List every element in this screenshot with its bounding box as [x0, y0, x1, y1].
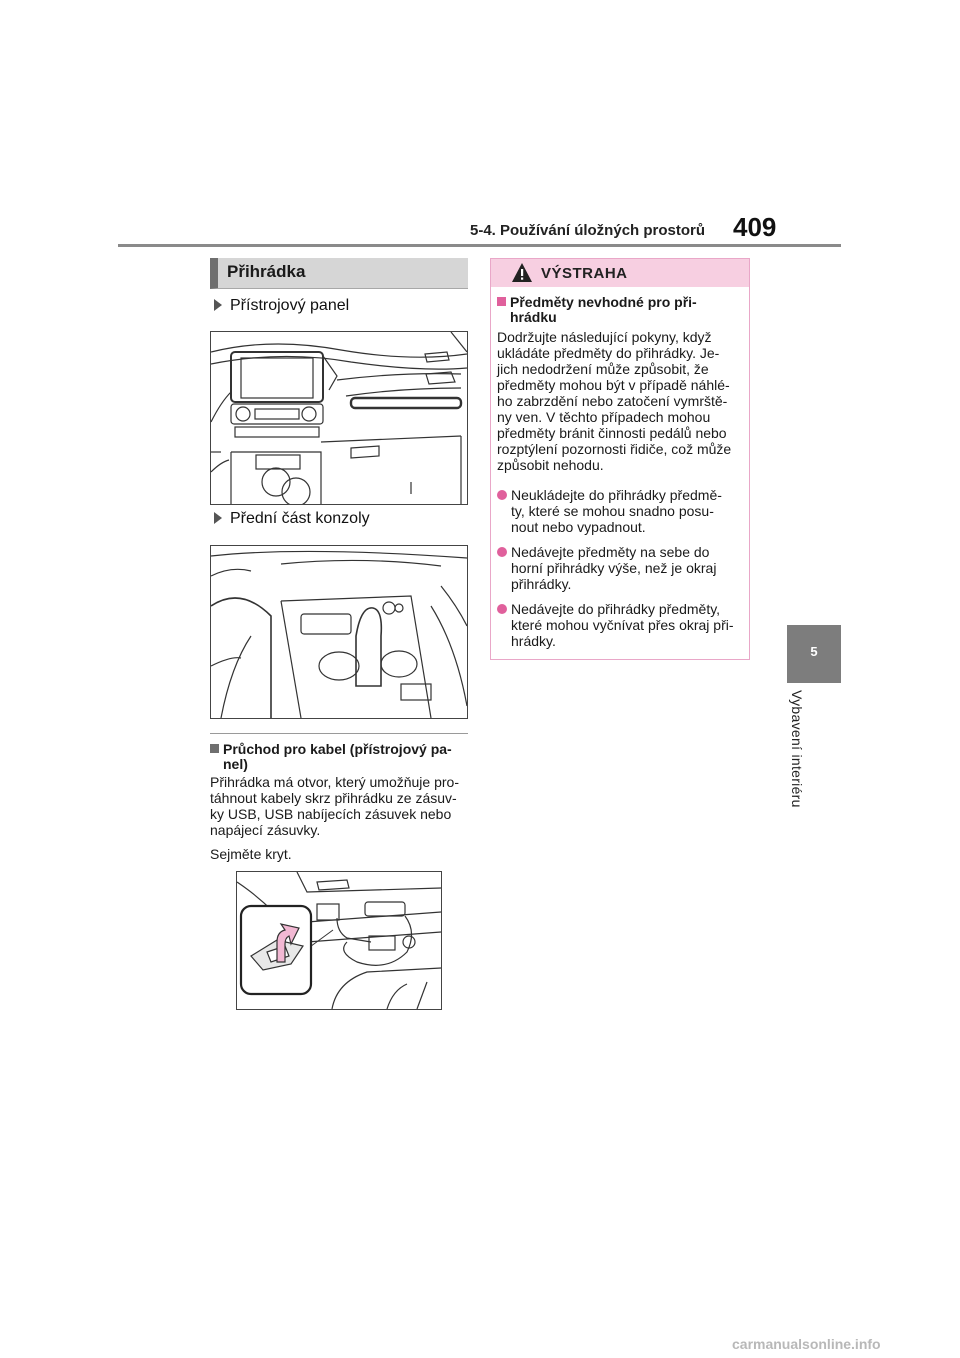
- warning-intro-line: ho zabrzdění nebo zatočení vymrště-: [497, 393, 728, 409]
- warning-subheading-line: hrádku: [510, 309, 557, 325]
- section-title-bar: [210, 258, 468, 289]
- warning-bullet: [497, 544, 747, 592]
- warning-bullet: [497, 487, 747, 535]
- paragraph-line: Přihrádka má otvor, který umožňuje pro-: [210, 774, 459, 790]
- figure-label-text: Přístrojový panel: [230, 297, 350, 314]
- paragraph-line: ky USB, USB nabíjecích zásuvek nebo: [210, 806, 452, 822]
- warning-intro-line: ukládáte předměty do přihrádky. Je-: [497, 345, 720, 361]
- watermark: carmanualsonline.info: [732, 1336, 881, 1352]
- warning-intro-line: Dodržujte následující pokyny, když: [497, 329, 712, 345]
- warning-bullet-line: které mohou vyčnívat přes okraj při-: [511, 617, 734, 633]
- bullet-dot-icon: [497, 547, 507, 557]
- divider: [210, 733, 468, 734]
- warning-triangle-icon: [511, 262, 533, 283]
- cable-pass-paragraph: [210, 774, 472, 838]
- warning-bullet-line: horní přihrádky výše, než je okraj: [511, 560, 717, 576]
- header-rule: [118, 244, 841, 247]
- warning-intro-line: rozptýlení pozornosti řidiče, což může: [497, 441, 732, 457]
- warning-intro-line: předměty mohou být v případě náhlé-: [497, 377, 730, 393]
- warning-bullet-line: Neukládejte do přihrádky předmě-: [511, 487, 722, 503]
- warning-box: [490, 258, 750, 660]
- chapter-title: Vybavení interiéru: [789, 690, 805, 808]
- figure-label-text: Přední část konzoly: [230, 510, 370, 527]
- front-console-illustration: [210, 545, 468, 719]
- paragraph-line: táhnout kabely skrz přihrádku ze zásuv-: [210, 790, 457, 806]
- subsection-heading-line: nel): [223, 756, 248, 772]
- section-heading: 5-4. Používání úložných prostorů: [470, 222, 706, 239]
- warning-bullet-line: přihrádky.: [511, 576, 572, 592]
- warning-intro-line: předměty bránit činnosti pedálů nebo: [497, 425, 727, 441]
- warning-bullet-line: Nedávejte předměty na sebe do: [511, 544, 710, 560]
- chapter-number: 5: [810, 644, 818, 659]
- section-title: Přihrádka: [227, 262, 306, 281]
- square-bullet-icon: [210, 744, 219, 753]
- figure-label-front-console: [214, 510, 370, 528]
- square-bullet-icon: [497, 297, 506, 306]
- arrow-icon: [214, 299, 222, 311]
- instrument-panel-illustration: [210, 331, 468, 505]
- warning-bullet-line: hrádky.: [511, 633, 556, 649]
- subsection-heading: [210, 742, 468, 772]
- page-number: 409: [733, 212, 777, 242]
- subsection-heading-line: Průchod pro kabel (přístrojový pa-: [223, 741, 452, 757]
- warning-bullet-line: Nedávejte do přihrádky předměty,: [511, 601, 721, 617]
- paragraph-line: napájecí zásuvky.: [210, 822, 321, 838]
- warning-subheading-line: Předměty nevhodné pro při-: [510, 294, 697, 310]
- warning-intro-line: ny ven. V těchto případech mohou: [497, 409, 711, 425]
- warning-bullet-line: nout nebo vypadnout.: [511, 519, 646, 535]
- warning-subheading: [497, 295, 745, 325]
- warning-header: [491, 259, 749, 287]
- warning-bullet-line: ty, které se mohou snadno posu-: [511, 503, 714, 519]
- bullet-dot-icon: [497, 604, 507, 614]
- warning-title: VÝSTRAHA: [541, 265, 628, 282]
- warning-intro: [497, 329, 747, 473]
- warning-bullet: [497, 601, 747, 649]
- cable-pass-illustration: [236, 871, 442, 1010]
- warning-intro-line: způsobit nehodu.: [497, 457, 604, 473]
- arrow-icon: [214, 512, 222, 524]
- instruction-text: Sejměte kryt.: [210, 846, 292, 862]
- figure-label-instrument-panel: [214, 297, 349, 315]
- warning-intro-line: jich nedodržení může způsobit, že: [497, 361, 709, 377]
- bullet-dot-icon: [497, 490, 507, 500]
